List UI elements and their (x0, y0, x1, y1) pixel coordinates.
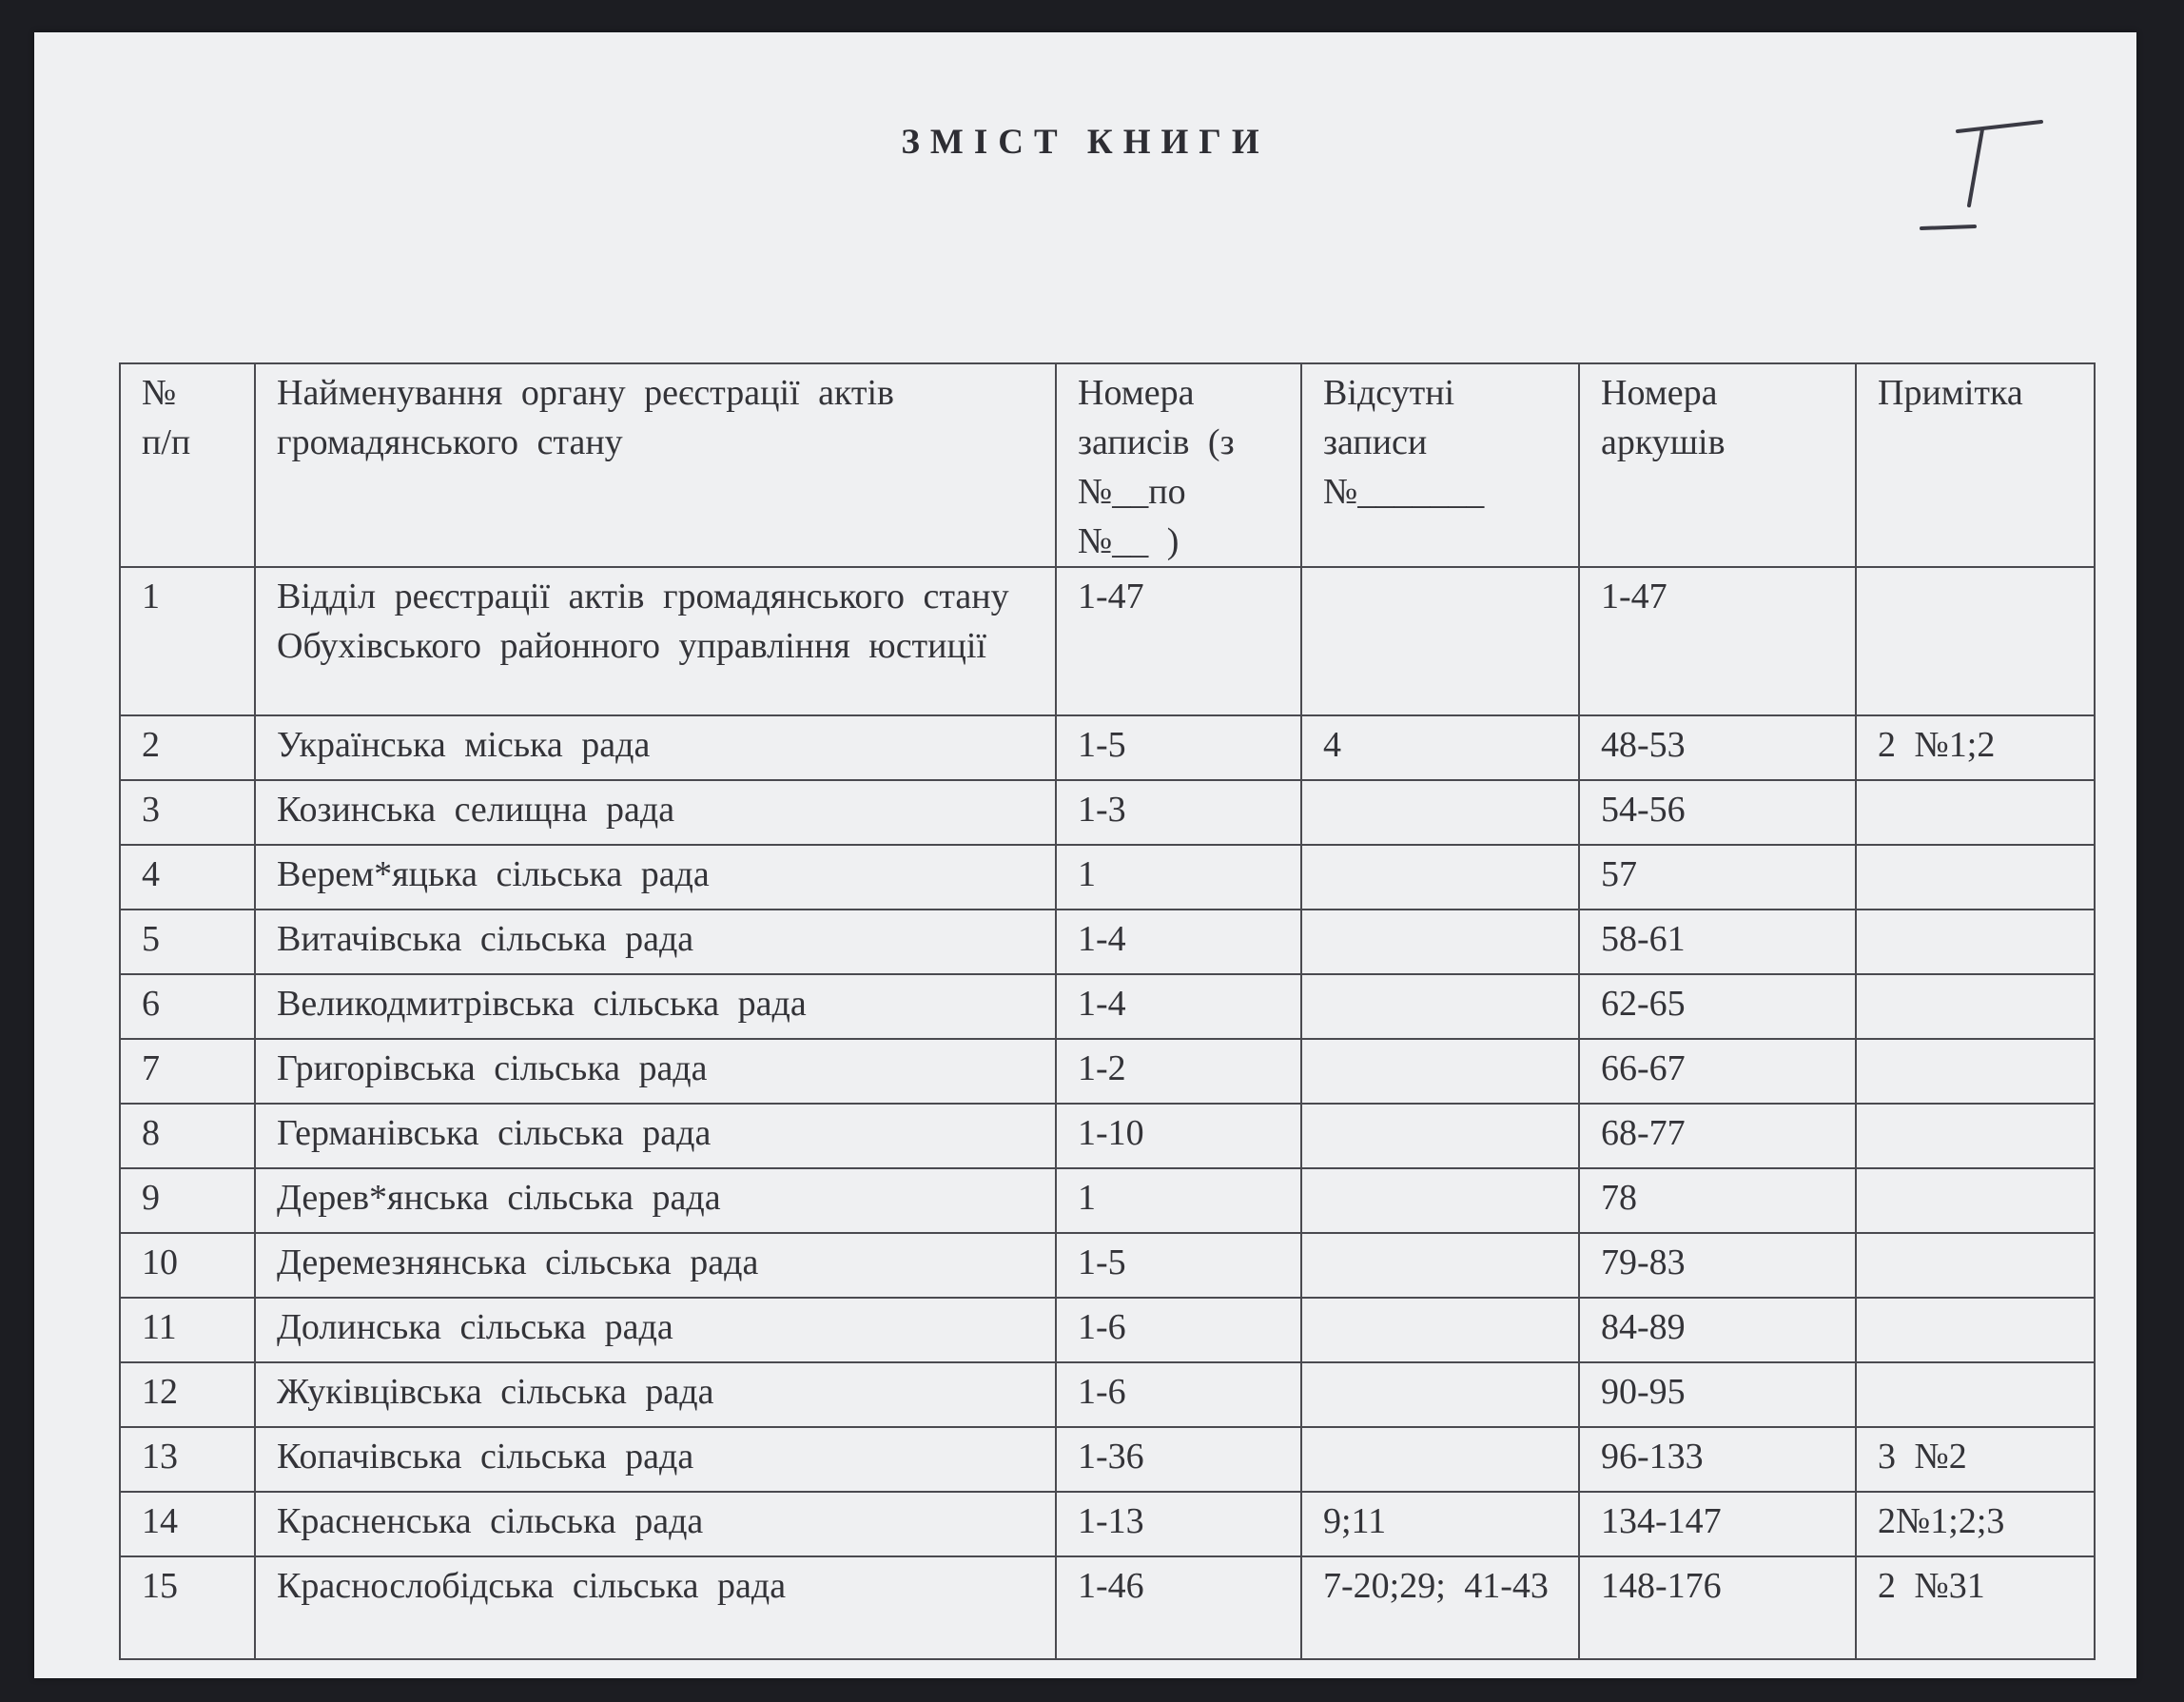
cell-records: 1-2 (1056, 1039, 1301, 1104)
table-row (120, 715, 2095, 780)
cell-note (1856, 1104, 2095, 1168)
cell-missing (1301, 1104, 1579, 1168)
cell-missing (1301, 1168, 1579, 1233)
cell-records: 1 (1056, 1168, 1301, 1233)
cell-sheets: 78 (1579, 1168, 1856, 1233)
cell-records: 1-5 (1056, 1233, 1301, 1298)
cell-name: Деремезнянська сільська рада (255, 1233, 1056, 1298)
cell-records: 1-13 (1056, 1492, 1301, 1556)
cell-sheets: 96-133 (1579, 1427, 1856, 1492)
table-row (120, 1427, 2095, 1492)
cell-missing (1301, 567, 1579, 715)
cell-name: Копачівська сільська рада (255, 1427, 1056, 1492)
cell-sheets: 134-147 (1579, 1492, 1856, 1556)
cell-num: 10 (120, 1233, 255, 1298)
cell-missing (1301, 1427, 1579, 1492)
cell-records: 1 (1056, 845, 1301, 910)
header-records: Номера записів (з №__по №__ ) (1056, 363, 1301, 567)
cell-note (1856, 780, 2095, 845)
table-row (120, 1039, 2095, 1104)
table-header-row (120, 363, 2095, 567)
cell-records: 1-5 (1056, 715, 1301, 780)
cell-num: 9 (120, 1168, 255, 1233)
cell-missing: 7-20;29; 41-43 (1301, 1556, 1579, 1659)
cell-num: 4 (120, 845, 255, 910)
cell-missing (1301, 974, 1579, 1039)
cell-sheets: 79-83 (1579, 1233, 1856, 1298)
cell-records: 1-47 (1056, 567, 1301, 715)
cell-name: Красненська сільська рада (255, 1492, 1056, 1556)
cell-num: 1 (120, 567, 255, 715)
handwritten-mark-icon (1908, 84, 2089, 255)
table-row (120, 1556, 2095, 1659)
cell-num: 5 (120, 910, 255, 974)
cell-num: 7 (120, 1039, 255, 1104)
cell-note: 3 №2 (1856, 1427, 2095, 1492)
cell-note: 2 №31 (1856, 1556, 2095, 1659)
cell-missing (1301, 1039, 1579, 1104)
table-row (120, 974, 2095, 1039)
cell-note (1856, 1233, 2095, 1298)
cell-missing: 4 (1301, 715, 1579, 780)
cell-missing (1301, 780, 1579, 845)
cell-sheets: 58-61 (1579, 910, 1856, 974)
cell-note (1856, 910, 2095, 974)
cell-missing (1301, 845, 1579, 910)
table-row (120, 1298, 2095, 1362)
cell-note (1856, 567, 2095, 715)
document-sheet (34, 32, 2136, 1678)
table-row (120, 1168, 2095, 1233)
cell-records: 1-6 (1056, 1298, 1301, 1362)
cell-records: 1-6 (1056, 1362, 1301, 1427)
cell-missing (1301, 910, 1579, 974)
cell-note: 2№1;2;3 (1856, 1492, 2095, 1556)
cell-note: 2 №1;2 (1856, 715, 2095, 780)
cell-sheets: 57 (1579, 845, 1856, 910)
cell-note (1856, 1039, 2095, 1104)
table-row (120, 1233, 2095, 1298)
cell-num: 14 (120, 1492, 255, 1556)
document-title: ЗМІСТ КНИГИ (901, 123, 1270, 162)
cell-records: 1-4 (1056, 974, 1301, 1039)
cell-missing (1301, 1362, 1579, 1427)
table-row (120, 1104, 2095, 1168)
header-sheets: Номера аркушів (1579, 363, 1856, 567)
cell-name: Українська міська рада (255, 715, 1056, 780)
cell-note (1856, 845, 2095, 910)
cell-num: 3 (120, 780, 255, 845)
table-row (120, 1362, 2095, 1427)
table-row (120, 845, 2095, 910)
cell-missing (1301, 1233, 1579, 1298)
table-row (120, 567, 2095, 715)
table-row (120, 780, 2095, 845)
cell-name: Долинська сільська рада (255, 1298, 1056, 1362)
cell-name: Козинська селищна рада (255, 780, 1056, 845)
cell-records: 1-46 (1056, 1556, 1301, 1659)
cell-note (1856, 1362, 2095, 1427)
table-row (120, 1492, 2095, 1556)
cell-records: 1-36 (1056, 1427, 1301, 1492)
cell-num: 12 (120, 1362, 255, 1427)
cell-name: Витачівська сільська рада (255, 910, 1056, 974)
cell-sheets: 62-65 (1579, 974, 1856, 1039)
cell-records: 1-3 (1056, 780, 1301, 845)
header-note: Примітка (1856, 363, 2095, 567)
cell-records: 1-4 (1056, 910, 1301, 974)
cell-note (1856, 1298, 2095, 1362)
cell-note (1856, 974, 2095, 1039)
cell-sheets: 54-56 (1579, 780, 1856, 845)
contents-table (119, 362, 2096, 1660)
header-name: Найменування органу реєстрації актів громадянського стану (255, 363, 1056, 567)
cell-name: Дерев*янська сільська рада (255, 1168, 1056, 1233)
cell-note (1856, 1168, 2095, 1233)
cell-name: Германівська сільська рада (255, 1104, 1056, 1168)
cell-sheets: 148-176 (1579, 1556, 1856, 1659)
cell-name: Жуківцівська сільська рада (255, 1362, 1056, 1427)
header-missing: Відсутні записи №_______ (1301, 363, 1579, 567)
cell-name: Відділ реєстрації актів громадянського стану Обухівського районного управління юстиції (255, 567, 1056, 715)
cell-num: 6 (120, 974, 255, 1039)
cell-sheets: 1-47 (1579, 567, 1856, 715)
cell-name: Краснослобідська сільська рада (255, 1556, 1056, 1659)
cell-num: 15 (120, 1556, 255, 1659)
cell-sheets: 66-67 (1579, 1039, 1856, 1104)
cell-num: 2 (120, 715, 255, 780)
cell-num: 11 (120, 1298, 255, 1362)
cell-sheets: 84-89 (1579, 1298, 1856, 1362)
cell-name: Григорівська сільська рада (255, 1039, 1056, 1104)
cell-num: 13 (120, 1427, 255, 1492)
cell-sheets: 48-53 (1579, 715, 1856, 780)
cell-name: Верем*яцька сільська рада (255, 845, 1056, 910)
cell-missing: 9;11 (1301, 1492, 1579, 1556)
cell-missing (1301, 1298, 1579, 1362)
header-num: № п/п (120, 363, 255, 567)
cell-records: 1-10 (1056, 1104, 1301, 1168)
cell-sheets: 90-95 (1579, 1362, 1856, 1427)
cell-name: Великодмитрівська сільська рада (255, 974, 1056, 1039)
table-row (120, 910, 2095, 974)
cell-num: 8 (120, 1104, 255, 1168)
cell-sheets: 68-77 (1579, 1104, 1856, 1168)
